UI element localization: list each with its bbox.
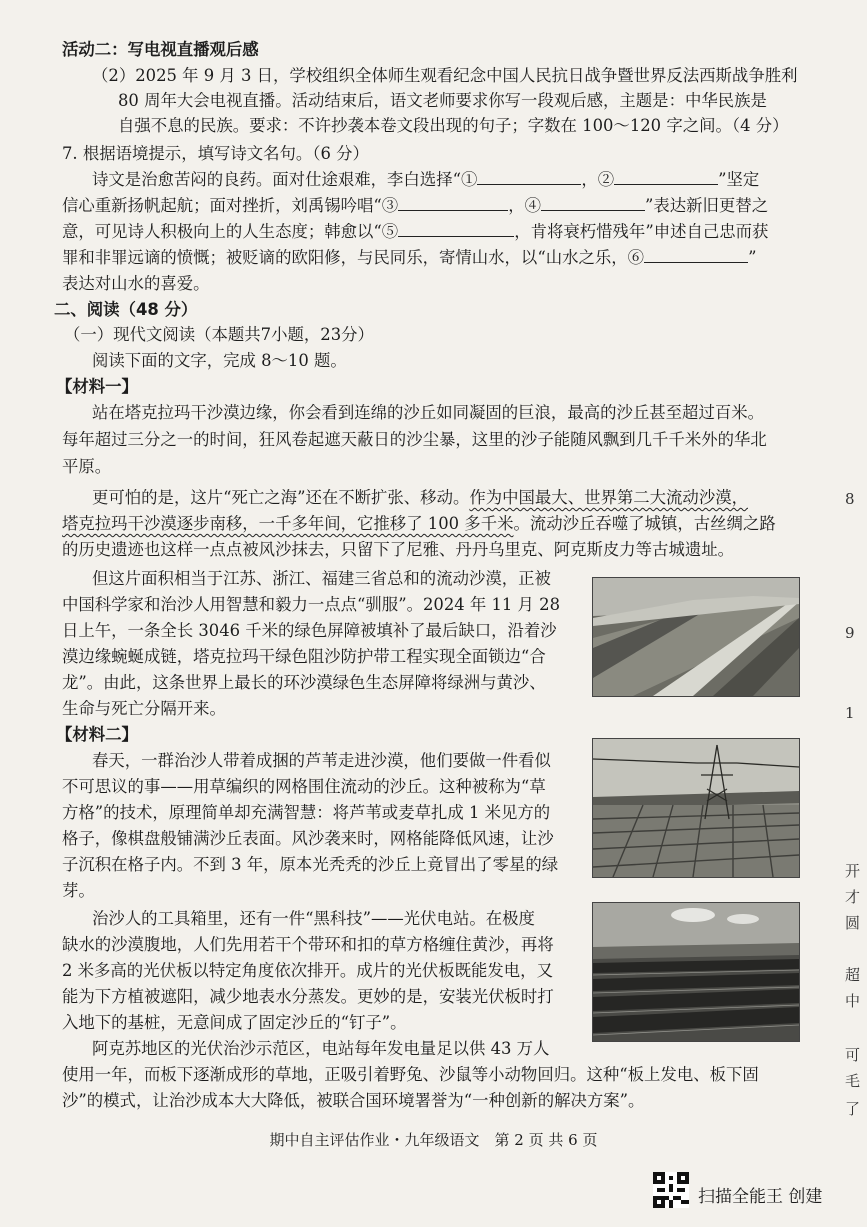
page-footer: 期中自主评估作业・九年级语文 第 2 页 共 6 页 bbox=[269, 1131, 598, 1149]
underlined-sentence: 作为中国最大、世界第二大流动沙漠， bbox=[469, 488, 748, 507]
qr-code-icon bbox=[653, 1172, 689, 1212]
answer-blank-3[interactable] bbox=[398, 194, 508, 211]
reading-instruction: 阅读下面的文字，完成 8～10 题。 bbox=[92, 351, 347, 370]
material-1-line: 中国科学家和治沙人用智慧和毅力一点点“驯服”。2024 年 11 月 28 bbox=[62, 595, 561, 614]
material-1-line: 龙”。由此，这条世界上最长的环沙漠绿色生态屏障将绿洲与黄沙、 bbox=[62, 673, 546, 692]
material-2-line: 缺水的沙漠腹地，人们先用若干个带环和扣的草方格缠住黄沙，再将 bbox=[62, 935, 554, 954]
question-2-line: 自强不息的民族。要求：不许抄袭本卷文段出现的句子；字数在 100～120 字之间。（4 分） bbox=[118, 116, 789, 135]
solar-panels-photo bbox=[592, 902, 800, 1042]
edge-char: 毛 bbox=[845, 1072, 861, 1090]
material-1-line: 的历史遗迹也这样一点点被风沙抹去，只留下了尼雅、丹丹乌里克、阿克斯皮力等古城遗址。 bbox=[62, 540, 735, 559]
answer-blank-2[interactable] bbox=[614, 168, 718, 185]
question-7-title: 7. 根据语境提示，填写诗文名句。（6 分） bbox=[62, 144, 369, 163]
material-2-line: 格子，像棋盘般铺满沙丘表面。风沙袭来时，网格能降低风速，让沙 bbox=[62, 829, 554, 848]
question-7-line: 意，可见诗人积极向上的人生态度；韩愈以“⑤ ，肯将衰朽惜残年”申述自己忠而获 bbox=[62, 222, 769, 241]
section-heading: 二、阅读（48 分） bbox=[54, 300, 198, 319]
edge-char: 才 bbox=[845, 888, 861, 906]
edge-char: 开 bbox=[845, 862, 861, 880]
question-7-line: 表达对山水的喜爱。 bbox=[62, 274, 210, 293]
material-1-line: 站在塔克拉玛干沙漠边缘，你会看到连绵的沙丘如同凝固的巨浪，最高的沙丘甚至超过百米。 bbox=[92, 403, 765, 422]
question-7-line: 诗文是治愈苦闷的良药。面对仕途艰难，李白选择“① ，② ”坚定 bbox=[92, 170, 760, 189]
material-1-line: 平原。 bbox=[62, 457, 112, 476]
material-2-line: 2 米多高的光伏板以特定角度依次排开。成片的光伏板既能发电，又 bbox=[62, 961, 553, 980]
answer-blank-6[interactable] bbox=[644, 246, 748, 263]
question-7-line: 信心重新扬帆起航；面对挫折，刘禹锡吟唱“③ ，④ ”表达新旧更替之 bbox=[62, 196, 769, 215]
subsection-heading: （一）现代文阅读（本题共7小题，23分） bbox=[64, 325, 374, 344]
material-1-line: 更可怕的是，这片“死亡之海”还在不断扩张、移动。作为中国最大、世界第二大流动沙漠， bbox=[92, 488, 748, 507]
edge-char: 9 bbox=[845, 624, 855, 642]
material-2-line: 沙”的模式，让治沙成本大大降低，被联合国环境署誉为“一种创新的解决方案”。 bbox=[62, 1091, 645, 1110]
edge-char: 了 bbox=[845, 1100, 861, 1118]
edge-char: 8 bbox=[845, 490, 855, 508]
edge-char: 可 bbox=[845, 1046, 861, 1064]
straw-checkerboard-photo bbox=[592, 738, 800, 878]
material-1-line: 日上午，一条全长 3046 千米的绿色屏障被填补了最后缺口，沿着沙 bbox=[62, 621, 557, 640]
underlined-sentence: 塔克拉玛干沙漠逐步南移，一千多年间，它推移了 100 多千米 bbox=[62, 514, 514, 533]
question-2-line: （2）2025 年 9 月 3 日，学校组织全体师生观看纪念中国人民抗日战争暨世界反法西斯战争胜利 bbox=[92, 66, 798, 85]
material-1-line: 每年超过三分之一的时间，狂风卷起遮天蔽日的沙尘暴，这里的沙子能随风飘到几千千米外的华北 bbox=[62, 430, 767, 449]
material-2-line: 春天，一群治沙人带着成捆的芦苇走进沙漠，他们要做一件看似 bbox=[92, 751, 551, 770]
answer-blank-5[interactable] bbox=[398, 220, 514, 237]
material-1-line: 塔克拉玛干沙漠逐步南移，一千多年间，它推移了 100 多千米。流动沙丘吞噬了城镇，古丝绸之路 bbox=[62, 514, 776, 533]
edge-char: 超 bbox=[845, 966, 861, 984]
edge-char: 圆 bbox=[845, 914, 861, 932]
material-2-line: 能为下方植被遮阳，减少地表水分蒸发。更妙的是，安装光伏板时打 bbox=[62, 987, 554, 1006]
material-2-line: 治沙人的工具箱里，还有一件“黑科技”——光伏电站。在极度 bbox=[92, 909, 535, 928]
answer-blank-1[interactable] bbox=[477, 168, 581, 185]
edge-char: 1 bbox=[845, 704, 855, 722]
answer-blank-4[interactable] bbox=[541, 194, 645, 211]
desert-road-photo bbox=[592, 577, 800, 697]
material-2-title: 【材料二】 bbox=[56, 725, 138, 744]
material-2-line: 阿克苏地区的光伏治沙示范区，电站每年发电量足以供 43 万人 bbox=[92, 1039, 550, 1058]
material-2-line: 不可思议的事——用草编织的网格围住流动的沙丘。这种被称为“草 bbox=[62, 777, 546, 796]
material-2-line: 芽。 bbox=[62, 881, 95, 900]
question-7-line: 罪和非罪远谪的愤慨；被贬谪的欧阳修，与民同乐，寄情山水，以“山水之乐，⑥ ” bbox=[62, 248, 757, 267]
material-2-line: 入地下的基桩，无意间成了固定沙丘的“钉子”。 bbox=[62, 1013, 407, 1032]
activity-title: 活动二：写电视直播观后感 bbox=[62, 40, 259, 59]
material-2-line: 方格”的技术，原理简单却充满智慧：将芦苇或麦草扎成 1 米见方的 bbox=[62, 803, 551, 822]
material-1-line: 生命与死亡分隔开来。 bbox=[62, 699, 226, 718]
material-1-line: 漠边缘蜿蜒成链，塔克拉玛干绿色阻沙防护带工程实现全面锁边“合 bbox=[62, 647, 546, 666]
material-2-line: 使用一年，而板下逐渐成形的草地，正吸引着野兔、沙鼠等小动物回归。这种“板上发电、板下固 bbox=[62, 1065, 759, 1084]
material-2-line: 子沉积在格子内。不到 3 年，原本光秃秃的沙丘上竟冒出了零星的绿 bbox=[62, 855, 559, 874]
edge-char: 中 bbox=[845, 992, 861, 1010]
scanner-watermark: 扫描全能王 创建 bbox=[698, 1187, 823, 1207]
question-2-line: 80 周年大会电视直播。活动结束后，语文老师要求你写一段观后感，主题是：中华民族是 bbox=[118, 91, 767, 110]
material-1-line: 但这片面积相当于江苏、浙江、福建三省总和的流动沙漠，正被 bbox=[92, 569, 551, 588]
material-1-title: 【材料一】 bbox=[56, 377, 138, 396]
